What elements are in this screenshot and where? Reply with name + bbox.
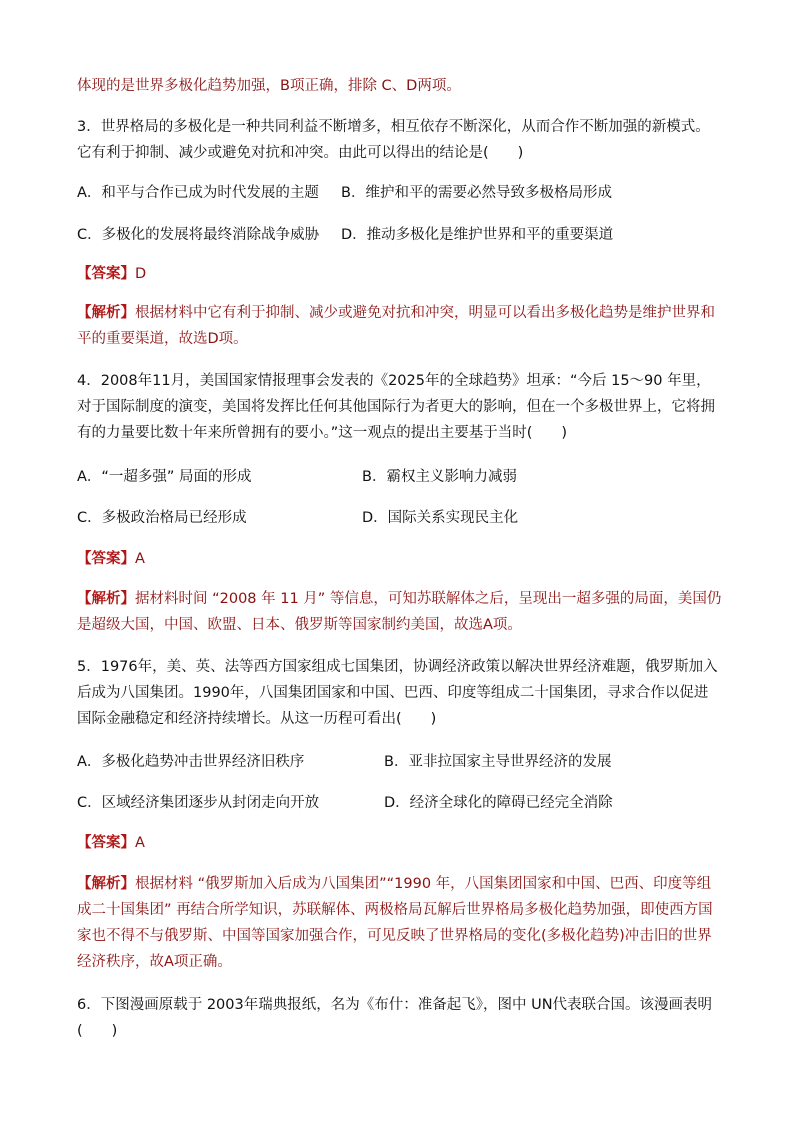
analysis-tag: 【解析】 — [77, 876, 135, 892]
analysis-text: 据材料时间 “2008 年 11 月” 等信息，可知苏联解体之后，呈现出一超多强的局面，美国仍是超级大国，中国、欧盟、日本、俄罗斯等国家制约美国，故选A项。 — [77, 591, 722, 633]
answer-tag: 【答案】 — [77, 551, 135, 567]
question-5-analysis — [77, 871, 722, 975]
question-4-option-d: D．国际关系实现民主化 — [362, 510, 519, 526]
question-4-option-c: C．多极政治格局已经形成 — [77, 510, 247, 526]
answer-value: A — [135, 835, 145, 851]
question-5-option-a: A．多极化趋势冲击世界经济旧秩序 — [77, 754, 305, 770]
question-3-analysis — [77, 300, 722, 352]
answer-value: A — [135, 551, 145, 567]
question-3-option-c: C．多极化的发展将最终消除战争威胁 — [77, 227, 320, 243]
question-3-option-b: B．维护和平的需要必然导致多极格局形成 — [341, 185, 612, 201]
question-4-option-a: A．“一超多强” 局面的形成 — [77, 469, 252, 485]
question-3-option-d: D．推动多极化是维护世界和平的重要渠道 — [341, 227, 614, 243]
answer-tag: 【答案】 — [77, 266, 135, 282]
analysis-tag: 【解析】 — [77, 305, 135, 321]
question-5-option-b: B．亚非拉国家主导世界经济的发展 — [384, 754, 612, 770]
intro-line: 体现的是世界多极化趋势加强，B项正确，排除 C、D两项。 — [77, 78, 461, 94]
question-4-stem: 4．2008年11月，美国国家情报理事会发表的《2025年的全球趋势》坦承：“今后 15～90 年里，对于国际制度的演变，美国将发挥比任何其他国际行为者更大的影响，但在一个多极世界上，它将拥有的力量要比数十年来所曾拥有的要小。”这一观点的提出主要基于当时( ) — [77, 373, 715, 441]
question-5-stem: 5．1976年，美、英、法等西方国家组成七国集团，协调经济政策以解决世界经济难题，俄罗斯加入后成为八国集团。1990年，八国集团国家和中国、巴西、印度等组成二十国集团，寻求合作以促进国际金融稳定和经济持续增长。从这一历程可看出( ) — [77, 659, 718, 727]
question-3-answer — [77, 264, 146, 284]
analysis-tag: 【解析】 — [77, 591, 135, 607]
question-5-answer — [77, 833, 145, 853]
question-5-option-c: C．区域经济集团逐步从封闭走向开放 — [77, 795, 320, 811]
question-3-stem: 3．世界格局的多极化是一种共同利益不断增多，相互依存不断深化，从而合作不断加强的新模式。它有利于抑制、减少或避免对抗和冲突。由此可以得出的结论是( ) — [77, 119, 710, 161]
question-4-answer — [77, 549, 145, 569]
answer-tag: 【答案】 — [77, 835, 135, 851]
analysis-text: 根据材料 “俄罗斯加入后成为八国集团”“1990 年，八国集团国家和中国、巴西、印度等组成二十国集团” 再结合所学知识，苏联解体、两极格局瓦解后世界格局多极化趋势加强，即使西方国家也不得不与俄罗斯、中国等国家加强合作，可见反映了世界格局的变化(多极化趋势)冲击旧的世界经济秩序，故A项正确。 — [77, 876, 713, 970]
answer-value: D — [135, 266, 147, 282]
question-6-stem: 6．下图漫画原载于 2003年瑞典报纸，名为《布什：准备起飞》，图中 UN代表联合国。该漫画表明( ) — [77, 997, 713, 1039]
question-4-analysis — [77, 586, 722, 638]
analysis-text: 根据材料中它有利于抑制、减少或避免对抗和冲突，明显可以看出多极化趋势是维护世界和平的重要渠道，故选D项。 — [77, 305, 715, 347]
question-3-option-a: A．和平与合作已成为时代发展的主题 — [77, 185, 319, 201]
question-5-option-d: D．经济全球化的障碍已经完全消除 — [384, 795, 613, 811]
question-4-option-b: B．霸权主义影响力减弱 — [362, 469, 517, 485]
